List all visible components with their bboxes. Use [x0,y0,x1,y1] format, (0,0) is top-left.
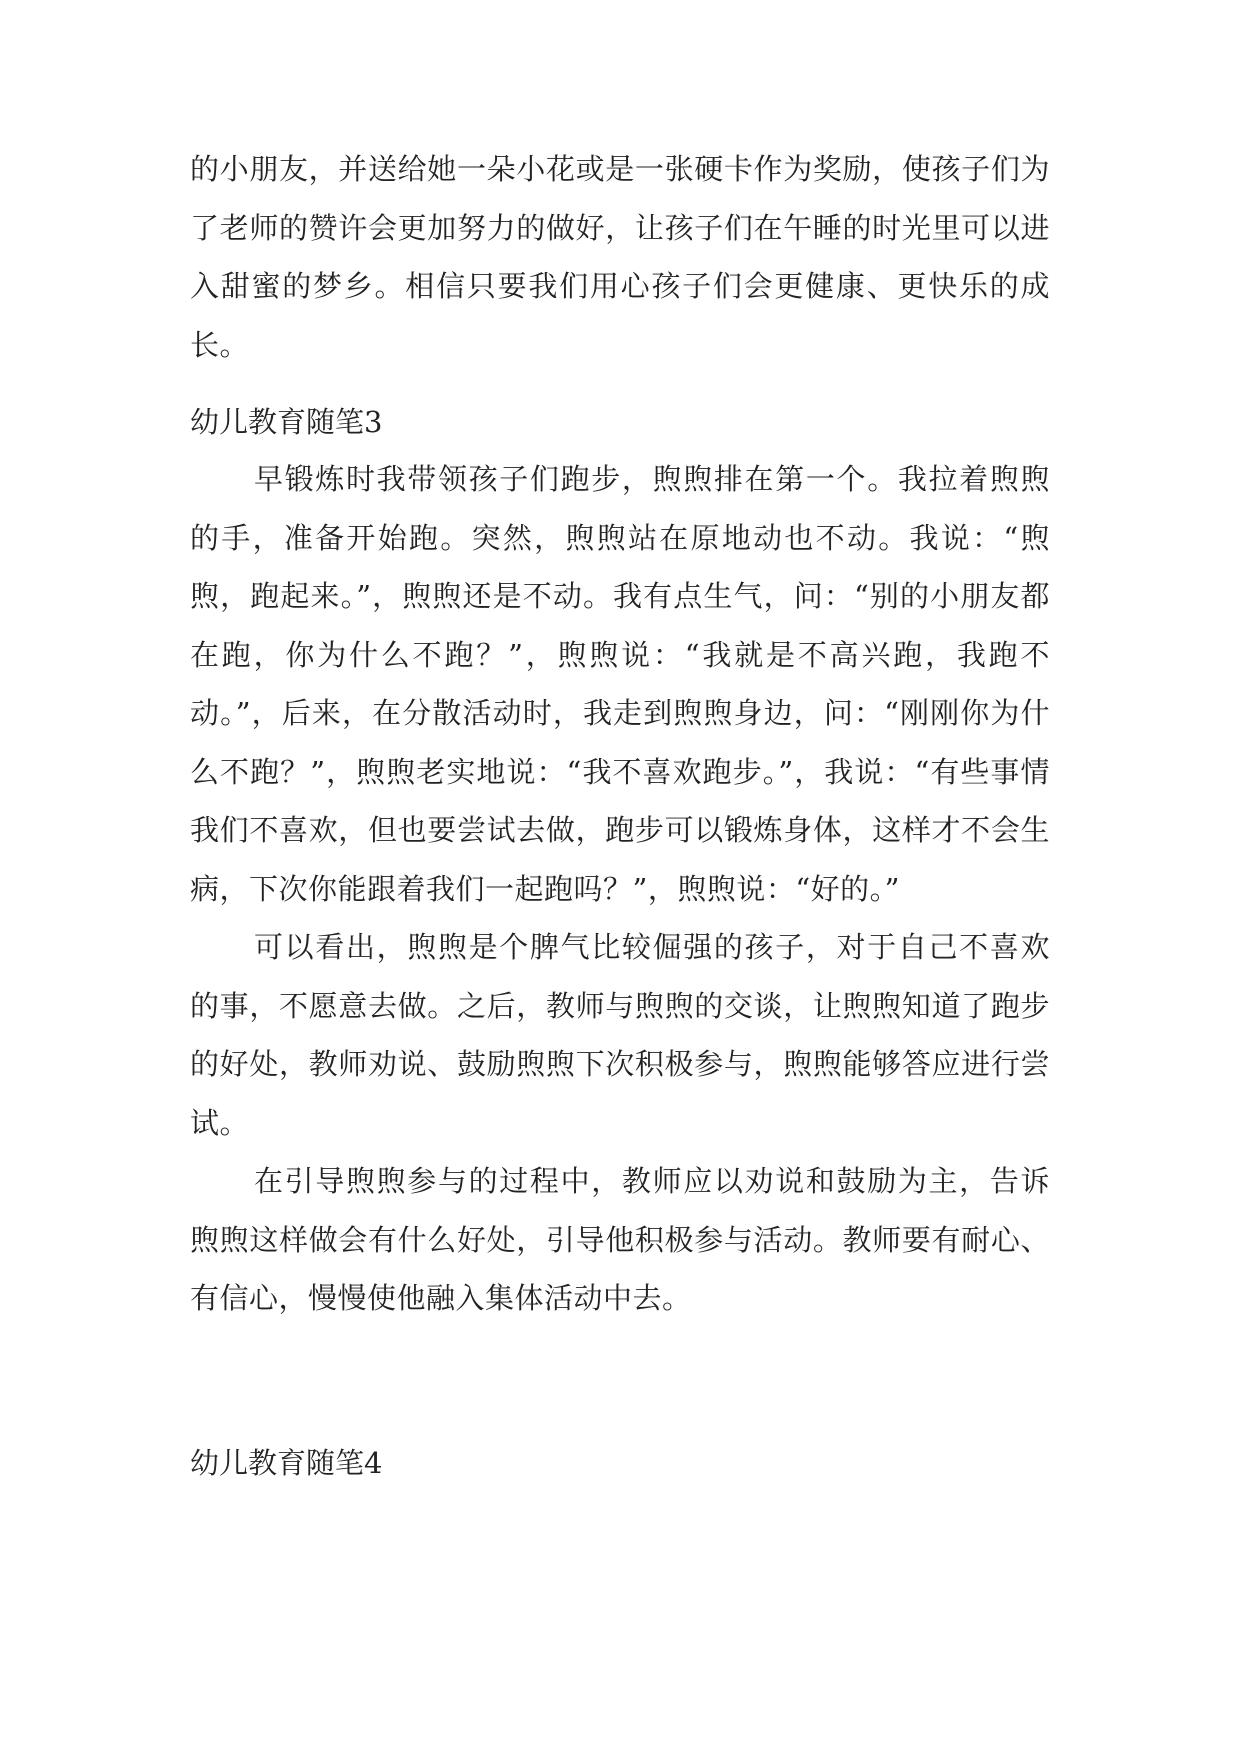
section-3-paragraph-3: 在引导煦煦参与的过程中，教师应以劝说和鼓励为主，告诉煦煦这样做会有什么好处，引导他积极参与活动。教师要有耐心、有信心，慢慢使他融入集体活动中去。 [190,1164,1050,1315]
continued-paragraph: 的小朋友，并送给她一朵小花或是一张硬卡作为奖励，使孩子们为了老师的赞许会更加努力的做好，让孩子们在午睡的时光里可以进入甜蜜的梦乡。相信只要我们用心孩子们会更健康、更快乐的成长。 [190,152,1050,362]
section-3-paragraph-1: 早锻炼时我带领孩子们跑步，煦煦排在第一个。我拉着煦煦的手，准备开始跑。突然，煦煦站在原地动也不动。我说：“煦煦，跑起来。”，煦煦还是不动。我有点生气，问：“别的小朋友都在跑，你为什么不跑？”，煦煦说：“我就是不高兴跑，我跑不动。”，后来，在分散活动时，我走到煦煦身边，问：“刚刚你为什么不跑？”，煦煦老实地说：“我不喜欢跑步。”，我说：“有些事情我们不喜欢，但也要尝试去做，跑步可以锻炼身体，这样才不会生病，下次你能跟着我们一起跑吗？”，煦煦说：“好的。” [190,462,1050,906]
section-4-title: 幼儿教育随笔4 [190,1446,383,1480]
section-3-title: 幼儿教育随笔3 [190,405,383,439]
section-3-paragraph-2: 可以看出，煦煦是个脾气比较倔强的孩子，对于自己不喜欢的事，不愿意去做。之后，教师与煦煦的交谈，让煦煦知道了跑步的好处，教师劝说、鼓励煦煦下次积极参与，煦煦能够答应进行尝试。 [190,930,1050,1140]
